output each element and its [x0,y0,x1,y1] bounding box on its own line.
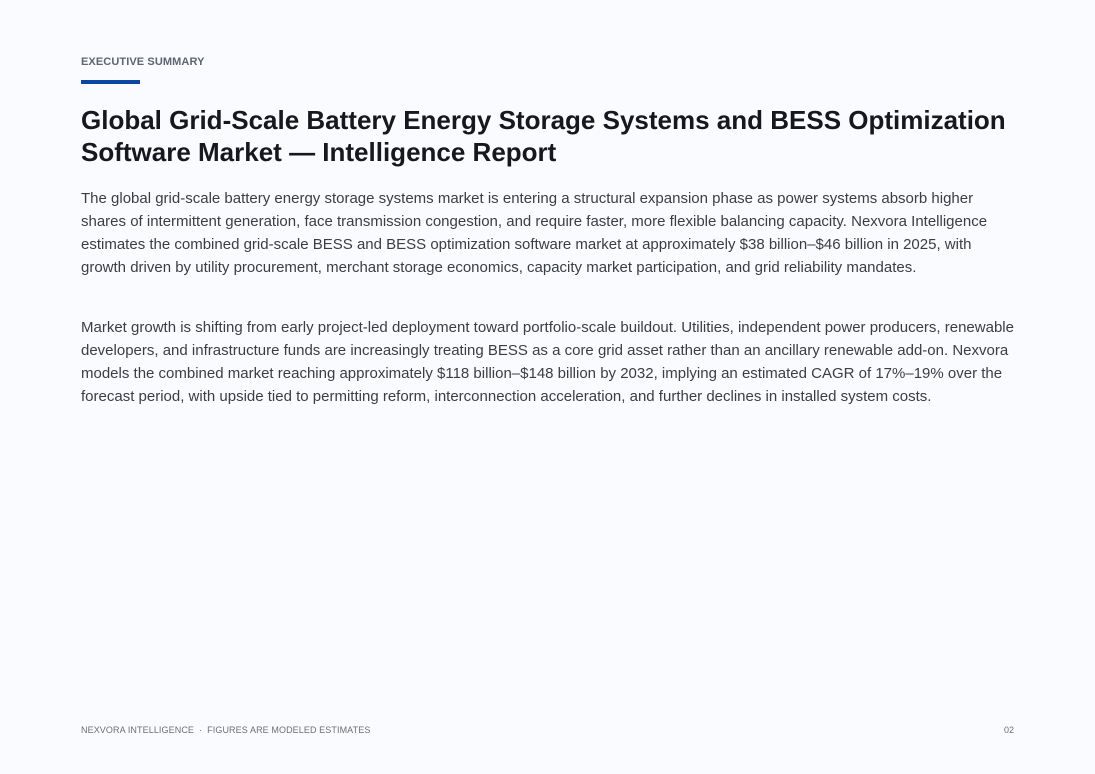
section-eyebrow: EXECUTIVE SUMMARY [81,56,205,68]
summary-paragraph-1: The global grid-scale battery energy storage systems market is entering a structural expansion phase as power systems absorb higher shares of intermittent generation, face transmission congestion, and require faster, more flexible balancing capacity. Nexvora Intelligence estimates the combined grid-scale BESS and BESS optimization software market at approximately $38 billion–$46 billion in 2025, with growth driven by utility procurement, merchant storage economics, capacity market participation, and grid reliability mandates. [81,190,988,276]
page-number: 02 [1003,725,1014,735]
footer-brand: NEXVORA INTELLIGENCE [81,725,195,735]
footer-disclaimer: FIGURES ARE MODELED ESTIMATES [207,725,371,735]
summary-paragraph-2: Market growth is shifting from early project-led deployment toward portfolio-scale buildout. Utilities, independent power producers, renewable developers, and infrastructure funds are increasingly treating BESS as a core grid asset rather than an ancillary renewable add-on. Nexvora models the combined market reaching approximately $118 billion–$148 billion by 2032, implying an estimated CAGR of 17%–19% over the forecast period, with upside tied to permitting reform, interconnection acceleration, and further declines in installed system costs. [81,319,1014,405]
report-title: Global Grid-Scale Battery Energy Storage Systems and BESS Optimization Software Market — Intelligence Report [81,105,1006,167]
footer-separator: · [199,725,203,735]
footer-note [81,725,370,735]
report-page [81,0,1016,774]
accent-bar [81,80,140,84]
